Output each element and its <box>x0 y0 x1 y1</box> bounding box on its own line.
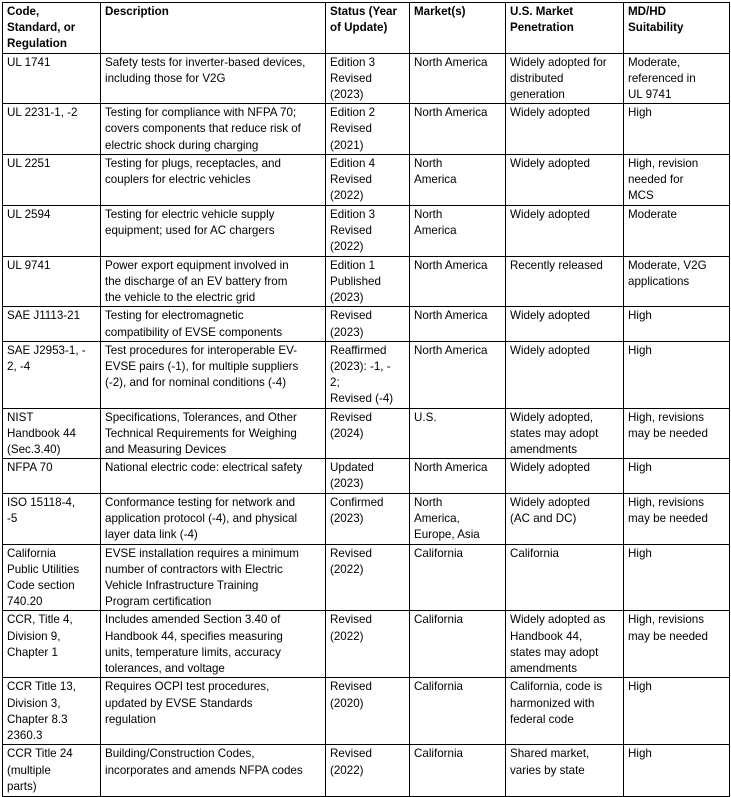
cell-suitability-text: Moderate <box>628 207 677 221</box>
cell-markets <box>410 256 506 307</box>
cell-status <box>326 104 410 155</box>
cell-description-text: Power export equipment involved in the discharge of an EV battery from the vehicle to the electric grid <box>105 258 289 305</box>
cell-status-text: Updated (2023) <box>330 461 374 491</box>
cell-penetration <box>506 544 624 611</box>
cell-penetration <box>506 256 624 307</box>
header-markets-label: Market(s) <box>414 5 466 18</box>
cell-suitability <box>624 459 730 493</box>
cell-penetration <box>506 104 624 155</box>
cell-code <box>3 493 101 544</box>
cell-suitability <box>624 341 730 408</box>
cell-penetration-text: Widely adopted, states may adopt amendments <box>510 410 599 457</box>
cell-penetration-text: California, code is harmonized with federal code <box>510 680 603 726</box>
cell-suitability <box>624 154 730 205</box>
table-row <box>3 678 730 745</box>
cell-suitability <box>624 745 730 797</box>
cell-description-text: Testing for electric vehicle supply equipment; used for AC chargers <box>105 207 275 238</box>
cell-penetration-text: Widely adopted <box>510 106 590 120</box>
cell-penetration <box>506 459 624 493</box>
cell-suitability <box>624 544 730 611</box>
cell-status-text: Reaffirmed (2023): -1, - 2; Revised (-4) <box>330 343 394 406</box>
cell-markets-text: North America <box>414 106 488 120</box>
cell-description-text: Testing for electromagnetic compatibility of EVSE components <box>105 309 283 339</box>
cell-markets <box>410 154 506 205</box>
cell-penetration <box>506 745 624 797</box>
header-penetration <box>506 3 624 54</box>
header-status <box>326 3 410 54</box>
cell-penetration <box>506 307 624 341</box>
header-suitability <box>624 3 730 54</box>
cell-penetration-text: Widely adopted <box>510 207 590 221</box>
cell-code-text: CCR Title 13, Division 3, Chapter 8.3 2360.3 <box>7 680 76 743</box>
cell-status-text: Edition 2 Revised (2021) <box>330 106 376 152</box>
cell-status <box>326 341 410 408</box>
cell-suitability <box>624 256 730 307</box>
cell-status <box>326 459 410 493</box>
table-row <box>3 256 730 307</box>
cell-suitability <box>624 493 730 544</box>
cell-description-text: Requires OCPI test procedures, updated by EVSE Standards regulation <box>105 680 270 726</box>
table-row <box>3 459 730 493</box>
header-penetration-label: U.S. Market Penetration <box>510 5 574 35</box>
cell-code-text: CCR Title 24 (multiple parts) <box>7 747 73 793</box>
cell-status-text: Edition 3 Revised (2023) <box>330 55 376 102</box>
cell-status <box>326 256 410 307</box>
cell-status <box>326 544 410 611</box>
cell-status-text: Edition 4 Revised (2022) <box>330 156 376 203</box>
header-code-label: Code, Standard, or Regulation <box>7 5 76 51</box>
cell-suitability-text: High <box>628 680 652 694</box>
cell-markets-text: U.S. <box>414 410 437 424</box>
cell-suitability <box>624 205 730 256</box>
cell-markets-text: California <box>414 680 463 694</box>
cell-penetration <box>506 341 624 408</box>
cell-markets <box>410 493 506 544</box>
cell-code <box>3 611 101 678</box>
cell-suitability <box>624 104 730 155</box>
cell-status <box>326 745 410 797</box>
cell-code <box>3 307 101 341</box>
table-row <box>3 408 730 459</box>
cell-markets-text: North America <box>414 55 488 69</box>
cell-code-text: CCR, Title 4, Division 9, Chapter 1 <box>7 613 73 659</box>
header-code <box>3 3 101 54</box>
cell-status <box>326 678 410 745</box>
cell-code <box>3 256 101 307</box>
cell-markets <box>410 678 506 745</box>
cell-status-text: Confirmed (2023) <box>330 495 384 525</box>
cell-markets <box>410 459 506 493</box>
table-header-row <box>3 3 730 54</box>
cell-description <box>101 493 326 544</box>
cell-status-text: Revised (2023) <box>330 309 372 339</box>
header-description <box>101 3 326 54</box>
cell-suitability <box>624 307 730 341</box>
cell-code-text: UL 2231-1, -2 <box>7 106 78 120</box>
cell-description <box>101 154 326 205</box>
header-markets <box>410 3 506 54</box>
cell-status-text: Edition 1 Published (2023) <box>330 258 381 305</box>
cell-description <box>101 678 326 745</box>
cell-code <box>3 341 101 408</box>
cell-suitability-text: High, revisions may be needed <box>628 410 708 440</box>
cell-suitability-text: High <box>628 747 652 761</box>
cell-penetration <box>506 678 624 745</box>
cell-code <box>3 154 101 205</box>
cell-description <box>101 104 326 155</box>
cell-description-text: Test procedures for interoperable EV- EVSE pairs (-1), for multiple suppliers (-2), and for nominal conditions (-4) <box>105 343 299 390</box>
cell-description-text: EVSE installation requires a minimum number of contractors with Electric Vehicle Infrastructure Training Program certification <box>105 546 299 609</box>
cell-suitability-text: High <box>628 106 652 120</box>
cell-code-text: NFPA 70 <box>7 461 53 475</box>
header-status-label: Status (Year of Update) <box>330 5 398 35</box>
cell-markets-text: North America <box>414 461 488 475</box>
standards-table <box>2 2 730 797</box>
cell-markets <box>410 104 506 155</box>
cell-suitability-text: High, revisions may be needed <box>628 613 708 643</box>
cell-status <box>326 408 410 459</box>
cell-status <box>326 205 410 256</box>
table-row <box>3 154 730 205</box>
cell-description-text: Conformance testing for network and application protocol (-4), and physical layer data link (-4) <box>105 495 298 542</box>
cell-penetration-text: Widely adopted (AC and DC) <box>510 495 590 525</box>
cell-penetration-text: Widely adopted <box>510 343 590 357</box>
cell-status <box>326 154 410 205</box>
cell-markets <box>410 611 506 678</box>
cell-status-text: Revised (2022) <box>330 613 372 643</box>
cell-markets <box>410 408 506 459</box>
table-row <box>3 53 730 104</box>
cell-penetration-text: Shared market, varies by state <box>510 747 590 777</box>
cell-suitability <box>624 678 730 745</box>
cell-status-text: Revised (2022) <box>330 747 372 777</box>
header-suitability-label: MD/HD Suitability <box>628 5 684 35</box>
cell-description-text: Safety tests for inverter-based devices, including those for V2G <box>105 55 306 85</box>
cell-description-text: National electric code: electrical safety <box>105 461 303 475</box>
cell-code-text: SAE J2953-1, - 2, -4 <box>7 343 86 374</box>
cell-markets <box>410 544 506 611</box>
cell-code <box>3 104 101 155</box>
cell-description-text: Testing for plugs, receptacles, and couplers for electric vehicles <box>105 156 281 187</box>
cell-suitability-text: Moderate, referenced in UL 9741 <box>628 55 696 102</box>
cell-markets <box>410 745 506 797</box>
cell-code <box>3 544 101 611</box>
cell-code-text: California Public Utilities Code section 740.20 <box>7 546 80 609</box>
cell-penetration-text: Recently released <box>510 258 603 272</box>
cell-suitability <box>624 53 730 104</box>
cell-code-text: ISO 15118-4, -5 <box>7 495 76 525</box>
cell-status-text: Revised (2024) <box>330 410 372 440</box>
cell-markets-text: California <box>414 747 463 761</box>
table-row <box>3 307 730 341</box>
cell-code-text: NIST Handbook 44 (Sec.3.40) <box>7 410 76 457</box>
cell-code <box>3 205 101 256</box>
cell-markets <box>410 341 506 408</box>
cell-penetration-text: Widely adopted <box>510 309 590 323</box>
table-body <box>3 53 730 797</box>
cell-suitability <box>624 408 730 459</box>
cell-description <box>101 544 326 611</box>
cell-suitability-text: High <box>628 343 652 357</box>
cell-code-text: SAE J1113-21 <box>7 309 81 323</box>
cell-markets-text: North America, Europe, Asia <box>414 495 480 542</box>
cell-markets-text: North America <box>414 207 457 238</box>
cell-description-text: Testing for compliance with NFPA 70; covers components that reduce risk of electric shock during charging <box>105 106 301 152</box>
cell-markets-text: California <box>414 613 463 627</box>
cell-markets-text: North America <box>414 309 488 323</box>
cell-description <box>101 611 326 678</box>
cell-suitability-text: High, revisions may be needed <box>628 495 708 525</box>
cell-penetration-text: Widely adopted as Handbook 44, states may adopt amendments <box>510 613 606 676</box>
cell-status-text: Revised (2022) <box>330 546 372 576</box>
cell-suitability-text: High <box>628 546 652 560</box>
cell-code <box>3 745 101 797</box>
cell-suitability <box>624 611 730 678</box>
cell-suitability-text: Moderate, V2G applications <box>628 258 707 289</box>
cell-markets-text: North America <box>414 343 488 357</box>
table-row <box>3 341 730 408</box>
cell-suitability-text: High, revision needed for MCS <box>628 156 699 203</box>
cell-code <box>3 408 101 459</box>
cell-description <box>101 205 326 256</box>
cell-penetration <box>506 154 624 205</box>
cell-code-text: UL 1741 <box>7 55 51 69</box>
cell-description <box>101 745 326 797</box>
table-row <box>3 611 730 678</box>
cell-suitability-text: High <box>628 461 652 475</box>
cell-penetration <box>506 493 624 544</box>
cell-status <box>326 493 410 544</box>
cell-code-text: UL 9741 <box>7 258 51 272</box>
cell-status <box>326 611 410 678</box>
cell-markets-text: North America <box>414 156 457 187</box>
cell-suitability-text: High <box>628 309 652 323</box>
cell-markets <box>410 53 506 104</box>
cell-penetration <box>506 408 624 459</box>
cell-status <box>326 53 410 104</box>
cell-description-text: Building/Construction Codes, incorporates and amends NFPA codes <box>105 747 303 777</box>
cell-penetration <box>506 611 624 678</box>
cell-description <box>101 459 326 493</box>
cell-code <box>3 678 101 745</box>
cell-description-text: Specifications, Tolerances, and Other Technical Requirements for Weighing and Measuring Devices <box>105 410 297 457</box>
header-description-label: Description <box>105 5 169 18</box>
table-row <box>3 205 730 256</box>
cell-code <box>3 459 101 493</box>
cell-code-text: UL 2251 <box>7 156 51 170</box>
cell-status-text: Revised (2020) <box>330 680 372 710</box>
cell-description <box>101 408 326 459</box>
cell-status <box>326 307 410 341</box>
cell-penetration-text: Widely adopted <box>510 461 590 475</box>
table-row <box>3 493 730 544</box>
cell-code <box>3 53 101 104</box>
cell-penetration-text: California <box>510 546 559 560</box>
cell-markets-text: North America <box>414 258 488 272</box>
cell-penetration-text: Widely adopted for distributed generation <box>510 55 607 102</box>
cell-penetration <box>506 53 624 104</box>
table-row <box>3 544 730 611</box>
cell-markets <box>410 307 506 341</box>
table-row <box>3 745 730 797</box>
cell-penetration-text: Widely adopted <box>510 156 590 170</box>
cell-description <box>101 307 326 341</box>
cell-description-text: Includes amended Section 3.40 of Handbook 44, specifies measuring units, temperature limits, accuracy tolerances, and voltage <box>105 613 283 676</box>
cell-markets-text: California <box>414 546 463 560</box>
table-row <box>3 104 730 155</box>
cell-code-text: UL 2594 <box>7 207 51 221</box>
cell-penetration <box>506 205 624 256</box>
cell-description <box>101 53 326 104</box>
cell-status-text: Edition 3 Revised (2022) <box>330 207 376 254</box>
cell-description <box>101 256 326 307</box>
cell-description <box>101 341 326 408</box>
cell-markets <box>410 205 506 256</box>
